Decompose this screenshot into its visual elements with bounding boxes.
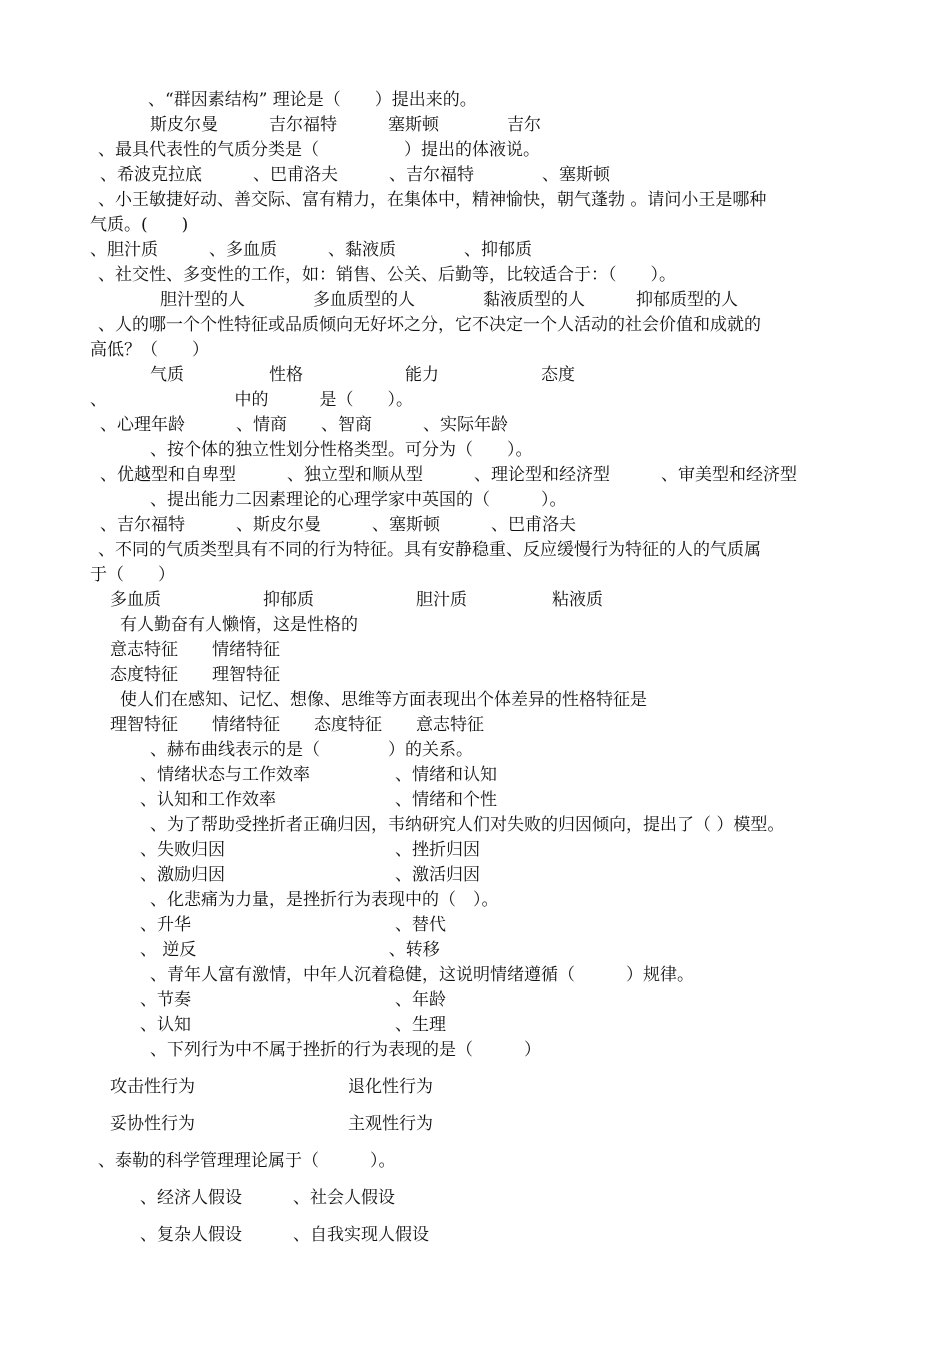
question-line: 、社交性、多变性的工作，如：销售、公关、后勤等，比较适合于：（ ）。: [98, 265, 676, 285]
question-line: 于（ ）: [90, 565, 175, 585]
answer-options: 、经济人假设 、社会人假设: [140, 1188, 395, 1208]
answer-options: 、复杂人假设 、自我实现人假设: [140, 1225, 429, 1245]
question-line: 、泰勒的科学管理理论属于（ ）。: [98, 1151, 396, 1171]
question-line: 、人的哪一个个性特征或品质倾向无好坏之分，它不决定一个人活动的社会价值和成就的: [98, 315, 761, 335]
question-line: 、赫布曲线表示的是（ ）的关系。: [150, 740, 473, 760]
question-line: 、最具代表性的气质分类是（ ）提出的体液说。: [98, 140, 540, 160]
answer-options: 、心理年龄 、情商 、智商 、实际年龄: [100, 415, 508, 435]
question-line: 、小王敏捷好动、善交际、富有精力，在集体中，精神愉快，朝气蓬勃 。请问小王是哪种: [98, 190, 767, 210]
answer-options: 态度特征 理智特征: [110, 665, 280, 685]
answer-options: 、认知和工作效率 、情绪和个性: [140, 790, 497, 810]
answer-options: 、吉尔福特 、斯皮尔曼 、塞斯顿 、巴甫洛夫: [100, 515, 576, 535]
answer-options: 妥协性行为 主观性行为: [110, 1114, 433, 1134]
answer-options: 、希波克拉底 、巴甫洛夫 、吉尔福特 、塞斯顿: [100, 165, 610, 185]
question-line: 、青年人富有激情，中年人沉着稳健，这说明情绪遵循（ ）规律。: [150, 965, 694, 985]
question-line: 、下列行为中不属于挫折的行为表现的是（ ）: [150, 1040, 541, 1060]
answer-options: 、节奏 、年龄: [140, 990, 446, 1010]
answer-options: 多血质 抑郁质 胆汁质 粘液质: [110, 590, 603, 610]
answer-options: 、失败归因 、挫折归因: [140, 840, 480, 860]
question-line: 、为了帮助受挫折者正确归因，韦纳研究人们对失败的归因倾向，提出了（ ）模型。: [150, 815, 785, 835]
question-line: 高低？（ ）: [90, 340, 209, 360]
answer-options: 、认知 、生理: [140, 1015, 446, 1035]
question-line: 气质。( ): [90, 215, 189, 235]
question-line: 、“群因素结构” 理论是（ ）提出来的。: [148, 90, 477, 110]
answer-options: 、激励归因 、激活归因: [140, 865, 480, 885]
question-line: 有人勤奋有人懒惰，这是性格的: [120, 615, 358, 635]
answer-options: 、 逆反 、转移: [140, 940, 440, 960]
answer-options: 攻击性行为 退化性行为: [110, 1077, 433, 1097]
answer-options: 、优越型和自卑型 、独立型和顺从型 、理论型和经济型 、审美型和经济型: [100, 465, 797, 485]
answer-options: 气质 性格 能力 态度: [150, 365, 575, 385]
question-line: 、按个体的独立性划分性格类型。可分为（ ）。: [150, 440, 533, 460]
answer-options: 斯皮尔曼 吉尔福特 塞斯顿 吉尔: [150, 115, 541, 135]
question-line: 、化悲痛为力量，是挫折行为表现中的（ ）。: [150, 890, 499, 910]
question-line: 、不同的气质类型具有不同的行为特征。具有安静稳重、反应缓慢行为特征的人的气质属: [98, 540, 761, 560]
answer-options: 理智特征 情绪特征 态度特征 意志特征: [110, 715, 484, 735]
answer-options: 、胆汁质 、多血质 、黏液质 、抑郁质: [90, 240, 532, 260]
answer-options: 胆汁型的人 多血质型的人 黏液质型的人 抑郁质型的人: [160, 290, 738, 310]
answer-options: 、升华 、替代: [140, 915, 446, 935]
question-line: 使人们在感知、记忆、想像、思维等方面表现出个体差异的性格特征是: [120, 690, 647, 710]
answer-options: 意志特征 情绪特征: [110, 640, 280, 660]
question-line: 、提出能力二因素理论的心理学家中英国的（ ）。: [150, 490, 567, 510]
answer-options: 、情绪状态与工作效率 、情绪和认知: [140, 765, 497, 785]
question-line: 、 中的 是（ ）。: [90, 390, 413, 410]
